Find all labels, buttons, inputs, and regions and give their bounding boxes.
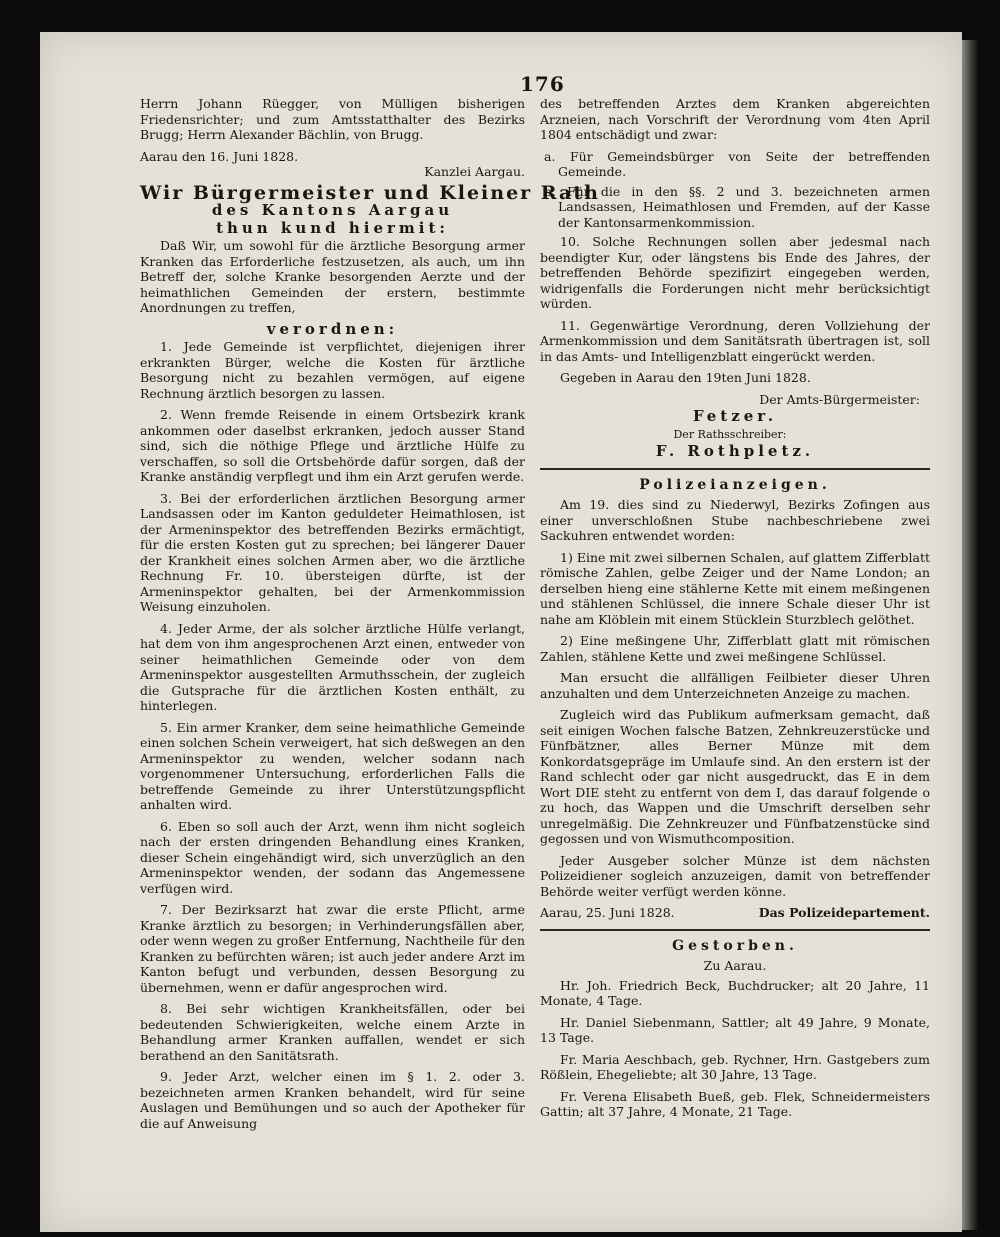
article-10: 10. Solche Rechnungen sollen aber jedesmal nach beendigter Kur, oder längstens bis Ende des Jahres, der betreffenden Behörde spezifizirt eingegeben werden, widrigenfalls die Forderungen nicht mehr berücksichtigt würden. <box>540 234 930 311</box>
proclamation-announce: thun kund hiermit: <box>216 218 449 237</box>
page-edge-shadow <box>962 40 978 1230</box>
proclamation-canton: des Kantons Aargau <box>211 201 454 219</box>
article-9: 9. Jeder Arzt, welcher einen im § 1. 2. oder 3. bezeichneten armen Kranken behandelt, wird für seine Auslagen und Bemühungen und so auch der Apotheker für die auf Anweisung <box>140 1069 525 1131</box>
police-paragraph-6: Jeder Ausgeber solcher Münze ist dem nächsten Polizeidiener sogleich anzuzeigen, damit von betreffender Behörde weiter verfügt werden könne. <box>540 852 930 899</box>
right-column <box>540 96 930 1126</box>
article-1: 1. Jede Gemeinde ist verpflichtet, diejenigen ihrer erkrankten Bürger, welche die Kosten für ärztliche Besorgung nicht zu bezahlen vermögen, auf eigene Rechnung ärztlich besorgen zu lassen. <box>140 339 525 401</box>
mayor-title: Der Amts-Bürgermeister: <box>759 391 920 407</box>
article-11: 11. Gegenwärtige Verordnung, deren Vollziehung der Armenkommission und dem Sanitätsrath übertragen ist, soll in das Amts- und Intelligenzblatt eingerückt werden. <box>540 317 930 364</box>
police-signature-line <box>540 905 930 921</box>
list-item-a: a. Für Gemeindsbürger von Seite der betreffenden Gemeinde. <box>544 148 930 179</box>
police-notices-title: Polizeianzeigen. <box>639 476 831 493</box>
section-divider <box>540 468 930 470</box>
deaths-place: Zu Aarau. <box>703 958 767 973</box>
article-4: 4. Jeder Arme, der als solcher ärztliche Hülfe verlangt, hat dem von ihm angesprochenen Arzt einen, entweder von seiner heimathlichen Gemeinde oder von dem Armeninspektor ausgestellten Armuthsschein, der zugleich die Gutsprache für die ärztlichen Kosten enthält, zu hinterlegen. <box>140 620 525 713</box>
list-item-b: b. Für die in den §§. 2 und 3. bezeichneten armen Landsassen, Heimathlosen und Fremden, auf der Kasse der Kantonsarmenkommission. <box>544 183 930 230</box>
article-6: 6. Eben so soll auch der Arzt, wenn ihm nicht sogleich nach der ersten dringenden Behandlung eines Kranken, dieser Schein eingehändigt wird, sich unverzüglich an den Armeninspektor wenden, der sodann das Angemessene verfügen wird. <box>140 818 525 896</box>
clerk-title: Der Rathsschreiber: <box>673 427 787 441</box>
death-entry: Hr. Joh. Friedrich Beck, Buchdrucker; alt 20 Jahre, 11 Monate, 4 Tage. <box>540 977 930 1008</box>
section-divider-2 <box>540 929 930 931</box>
left-column <box>140 96 600 1137</box>
police-paragraph-1: Am 19. dies sind zu Niederwyl, Bezirks Zofingen aus einer unverschloßnen Stube nachbeschriebene zwei Sackuhren entwendet worden: <box>540 497 930 543</box>
police-paragraph-4: Man ersucht die allfälligen Feilbieter dieser Uhren anzuhalten und dem Unterzeichneten Anzeige zu machen. <box>540 670 930 701</box>
article-7: 7. Der Bezirksarzt hat zwar die erste Pflicht, arme Kranke ärztlich zu besorgen; in Verhinderungsfällen aber, oder wenn wegen zu großer Entfernung, Nachtheile für den Kranken zu befürchten wären; ist auch jeder andere Arzt im Kanton befugt und verbunden, dessen Besorgung zu übernehmen, wenn er dafür angesprochen wird. <box>140 902 525 995</box>
death-entry: Hr. Daniel Siebenmann, Sattler; alt 49 Jahre, 9 Monate, 13 Tage. <box>540 1014 930 1045</box>
page-number: 176 <box>520 72 565 96</box>
deaths-title: Gestorben. <box>672 937 798 954</box>
death-entry: Fr. Verena Elisabeth Bueß, geb. Flek, Schneidermeisters Gattin; alt 37 Jahre, 4 Monate, 21 Tage. <box>540 1088 930 1119</box>
mayor-name: Fetzer. <box>692 407 778 425</box>
article-5: 5. Ein armer Kranker, dem seine heimathliche Gemeinde einen solchen Schein verweigert, hat sich deßwegen an den Armeninspektor zu wenden, welcher sodann nach vorgenommener Untersuchung, erforderlichen Falls die betreffende Gemeinde zu ihrer Unterstützungspflicht anhalten wird. <box>140 719 525 812</box>
article-9-continuation: des betreffenden Arztes dem Kranken abgereichten Arzneien, nach Vorschrift der Verordnung vom 4ten April 1804 entschädigt und zwar: <box>540 96 930 142</box>
intro-paragraph: Herrn Johann Rüegger, von Mülligen bisherigen Friedensrichter; und zum Amtsstatthalter des Bezirks Brugg; Herrn Alexander Bächlin, von Brugg. <box>140 96 525 142</box>
dateline: Aarau den 16. Juni 1828. <box>140 148 299 164</box>
police-paragraph-5: Zugleich wird das Publikum aufmerksam gemacht, daß seit einigen Wochen falsche Batzen, Zehnkreuzerstücke und Fünfbätzner, alles Berner Münze mit dem Konkordatsgepräge im Umlaufe sind. An den erstern ist der Rand schlecht oder gar nicht ausgedruckt, das E in dem Wort DIE steht zu entfernt von dem I, das darauf folgende o zu hoch, das Wappen und die Umschrift derselben sehr unregelmäßig. Die Zehnkreuzer und Fünfbatzenstücke sind gegossen und von Wismuthcomposition. <box>540 707 930 846</box>
article-2: 2. Wenn fremde Reisende in einem Ortsbezirk krank ankommen oder daselbst erkranken, jedoch ausser Stand sind, sich die nöthige Pflege und ärztliche Hülfe zu verschaffen, so soll die Ortsbehörde dafür sorgen, daß der Kranke anständig verpflegt und ihm ein Arzt gerufen werde. <box>140 407 525 484</box>
police-paragraph-3: 2) Eine meßingene Uhr, Zifferblatt glatt mit römischen Zahlen, stählene Kette und zwei meßingene Schlüssel. <box>540 633 930 664</box>
police-date: Aarau, 25. Juni 1828. <box>540 905 675 920</box>
clerk-name: F. Rothpletz. <box>655 442 815 460</box>
given-line: Gegeben in Aarau den 19ten Juni 1828. <box>560 370 811 385</box>
preamble-paragraph: Daß Wir, um sowohl für die ärztliche Besorgung armer Kranken das Erforderliche festzusetzen, als auch, um ihn Betreff der, solche Kranke besorgenden Aerzte und der heimathlichen Gemeinden der erstern, bestimmte Anordnungen zu treffen, <box>140 238 525 315</box>
article-8: 8. Bei sehr wichtigen Krankheitsfällen, oder bei bedeutenden Schwierigkeiten, welche einem Arzte in Behandlung armer Kranken auffallen, wendet er sich berathend an den Sanitätsrath. <box>140 1001 525 1063</box>
death-entry: Fr. Maria Aeschbach, geb. Rychner, Hrn. Gastgebers zum Rößlein, Ehegeliebte; alt 30 Jahre, 13 Tage. <box>540 1051 930 1082</box>
police-department: Das Polizeidepartement. <box>758 905 930 920</box>
proclamation-heading: Wir Bürgermeister und Kleiner Rath <box>140 181 600 204</box>
chancery-signature: Kanzlei Aargau. <box>424 164 525 179</box>
verordnen-heading: verordnen: <box>266 319 399 338</box>
police-paragraph-2: 1) Eine mit zwei silbernen Schalen, auf glattem Zifferblatt römische Zahlen, gelbe Zeiger und der Name London; an derselben hieng eine stählerne Kette mit einem meßingenen und stählenen Schlüssel, die innere Schale dieser Uhr ist nahe am Klöblein mit einem Stücklein Sturzblech gelöthet. <box>540 549 930 627</box>
article-3: 3. Bei der erforderlichen ärztlichen Besorgung armer Landsassen oder im Kanton geduldeter Heimathlosen, ist der Armeninspektor des betreffenden Bezirks ermächtigt, für die ersten Kosten gut zu sprechen; bei längerer Dauer der Krankheit eines solchen Armen aber, wo die ärztliche Rechnung Fr. 10. übersteigen dürfte, ist der Armeninspektor gehalten, bei der Armenkommission Weisung einzuholen. <box>140 490 525 614</box>
